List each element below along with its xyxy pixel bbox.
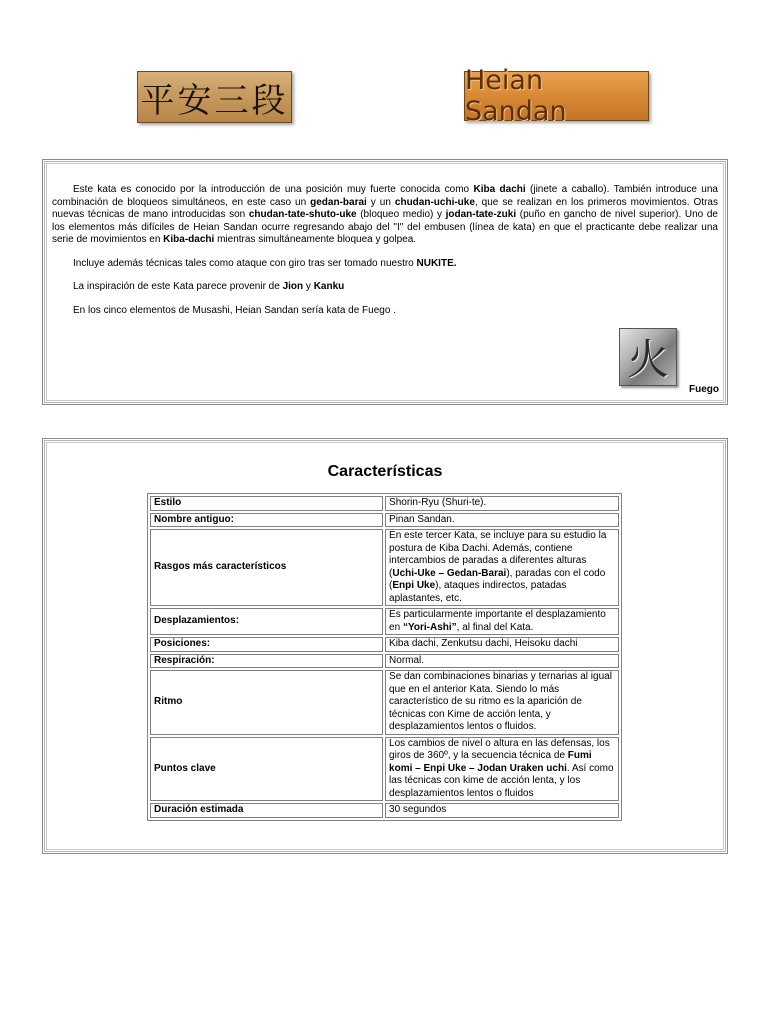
row-value: Es particularmente importante el desplazamiento en “Yori-Ashi”, al final del Kata. bbox=[385, 608, 619, 635]
characteristics-title: Características bbox=[327, 463, 443, 480]
kata-name-text: Heian Sandan bbox=[465, 65, 567, 127]
table-row bbox=[150, 654, 619, 669]
row-label: Estilo bbox=[150, 496, 383, 511]
kanji-title-banner bbox=[137, 71, 292, 123]
row-value: Kiba dachi, Zenkutsu dachi, Heisoku dachi bbox=[385, 637, 619, 652]
row-value: Normal. bbox=[385, 654, 619, 669]
kata-name-banner bbox=[464, 65, 649, 127]
table-row bbox=[150, 803, 619, 818]
row-value: Los cambios de nivel o altura en las defensas, los giros de 360º, y la secuencia técnica de Fumi komi – Enpi Uke – Jodan Uraken uchi. Así como las técnicas con kime de acción lenta, y los desplazamientos lentos o fluidos bbox=[385, 737, 619, 802]
row-label: Posiciones: bbox=[150, 637, 383, 652]
fire-kanji-glyph: 火 bbox=[626, 335, 669, 384]
characteristics-table bbox=[147, 493, 622, 821]
table-row bbox=[150, 608, 619, 635]
kanji-title-text: 平安三段 bbox=[140, 80, 289, 121]
table-row bbox=[150, 513, 619, 528]
row-label: Rasgos más característicos bbox=[150, 529, 383, 606]
row-value: 30 segundos bbox=[385, 803, 619, 818]
row-label: Respiración: bbox=[150, 654, 383, 669]
fire-caption: Fuego bbox=[689, 384, 719, 395]
table-row bbox=[150, 637, 619, 652]
intro-panel bbox=[42, 159, 728, 405]
row-label: Desplazamientos: bbox=[150, 608, 383, 635]
row-label: Puntos clave bbox=[150, 737, 383, 802]
intro-paragraph-3: La inspiración de este Kata parece provenir de Jion y Kanku bbox=[73, 281, 345, 292]
row-label: Ritmo bbox=[150, 670, 383, 735]
intro-paragraph-4: En los cinco elementos de Musashi, Heian Sandan sería kata de Fuego . bbox=[73, 304, 396, 316]
intro-paragraph-2: Incluye además técnicas tales como ataque con giro tras ser tomado nuestro NUKITE. bbox=[73, 257, 457, 269]
row-value: Se dan combinaciones binarias y ternarias al igual que en el anterior Kata. Siendo lo más característico de su ritmo es la aparición de técnicas con Kime de acción lenta, y desplazamientos lentos o fluidos. bbox=[385, 670, 619, 735]
fire-kanji-image bbox=[619, 328, 677, 386]
row-value: Shorin-Ryu (Shuri-te). bbox=[385, 496, 619, 511]
row-value: Pinan Sandan. bbox=[385, 513, 619, 528]
intro-paragraph-1: Este kata es conocido por la introducción de una posición muy fuerte conocida como Kiba dachi (jinete a caballo). También introduce una combinación de bloqueos simultáneos, en este caso un gedan-barai y un chudan-uchi-uke, que se realizan en los primeros movimientos. Otras nuevas técnicas de mano introducidas son chudan-tate-shuto-uke (bloqueo medio) y jodan-tate-zuki (puño en gancho de nivel superior). Uno de los elementos más difíciles de Heian Sandan ocurre regresando abajo del "I" del embusen (línea de kata) en que el practicante debe realizar una serie de movimientos en Kiba-dachi mientras simultáneamente bloquea y golpea. bbox=[52, 184, 718, 245]
table-row bbox=[150, 496, 619, 511]
row-label: Nombre antiguo: bbox=[150, 513, 383, 528]
table-row bbox=[150, 670, 619, 735]
intro-text bbox=[47, 164, 723, 317]
characteristics-panel bbox=[42, 438, 728, 854]
table-row bbox=[150, 529, 619, 606]
row-label: Duración estimada bbox=[150, 803, 383, 818]
table-row bbox=[150, 737, 619, 802]
row-value: En este tercer Kata, se incluye para su estudio la postura de Kiba Dachi. Además, contiene intercambios de paradas a diferentes alturas (Uchi-Uke – Gedan-Barai), paradas con el codo (Enpi Uke), ataques indirectos, patadas aplastantes, etc. bbox=[385, 529, 619, 606]
